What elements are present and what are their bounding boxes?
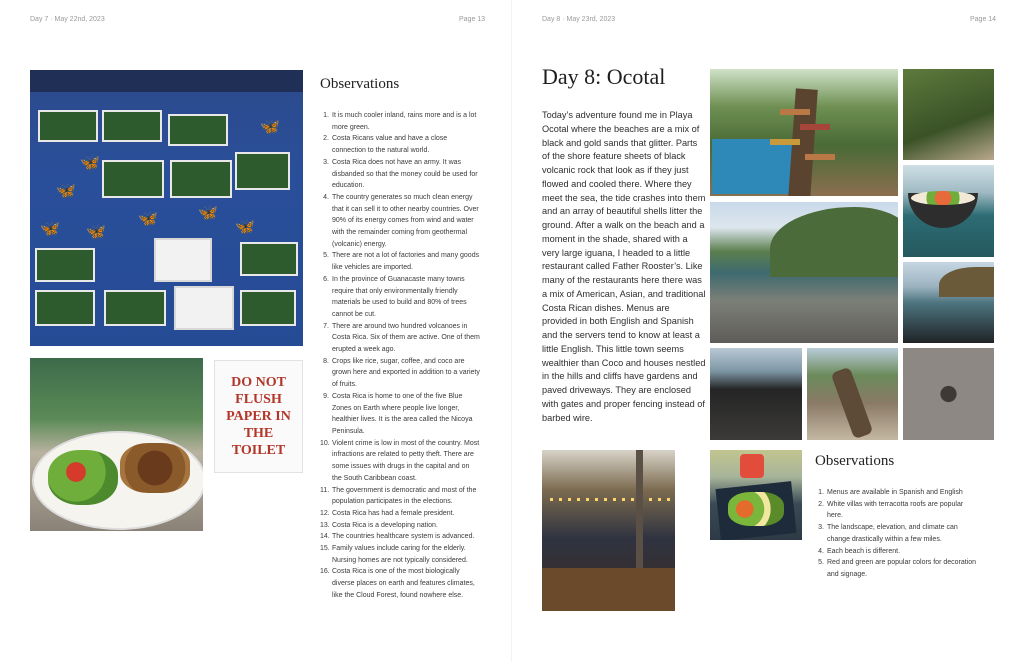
observation-text: There are around two hundred volcanoes in Costa Rica. Six of them are active. One of them erupted a week ago.: [332, 322, 480, 354]
food-bowl-photo: [903, 165, 994, 257]
butterfly-board-photo: 🦋 🦋 🦋 🦋 🦋 🦋 🦋 🦋: [30, 70, 303, 346]
observation-text: The government is democratic and most of the population participates in the elections.: [332, 486, 477, 506]
observation-text: Costa Rica has had a female president.: [332, 509, 455, 517]
left-header-page: Page 13: [459, 16, 486, 23]
story-paragraph: Today’s adventure found me in Playa Ocotal where the beaches are a mix of black and gold sands that glitter. Parts of the shore feature sheets of black volcanic rock that look as if they just flowed and cooled there. Where they meet the sea, the tide crashes into them and an array of beautiful shells litter the ground. After a walk on the beach and a moment in the shade, shared with a very large iguana, I headed to a little restaurant called Father Rooster’s. Like many of the restaurants here there was a mix of American, Asian, and traditional Costa Rican dishes. Menus are provided in both English and Spanish and the servers tend to know at least a little English. This little town seems wealthier than Coco and houses nestled in the hills and cliffs have gardens and paved driveways. They are enclosed with gates and proper fencing instead of barbed wire.: [542, 110, 706, 423]
observation-item: [815, 546, 980, 558]
observation-number: 4.: [323, 193, 329, 201]
sand-shell-photo: [903, 348, 994, 440]
observation-item: [320, 543, 480, 566]
observation-number: 13.: [320, 521, 330, 529]
observation-number: 6.: [323, 275, 329, 283]
observation-text: Menus are available in Spanish and English: [827, 489, 963, 496]
beach-hills-photo: [710, 202, 898, 343]
observation-text: Red and green are popular colors for decoration and signage.: [827, 559, 977, 578]
observation-item: [815, 499, 980, 522]
observation-item: [320, 508, 480, 520]
observation-text: The landscape, elevation, and climate can change drastically within a few miles.: [827, 524, 958, 543]
observation-text: Family values include caring for the elderly. Nursing homes are not typically considered.: [332, 545, 468, 564]
observation-number: 16.: [320, 568, 330, 576]
left-header-date: Day 7 · May 22nd, 2023: [30, 16, 105, 23]
volcanic-rocks-photo: [710, 348, 802, 440]
garden-patio-photo: [903, 69, 994, 160]
observation-number: 2.: [323, 135, 329, 143]
observation-item: [320, 531, 480, 543]
right-header-page: Page 14: [970, 16, 997, 23]
observation-number: 9.: [323, 392, 329, 400]
observation-item: [815, 557, 980, 580]
observation-number: 11.: [320, 486, 330, 494]
observation-number: 5.: [818, 559, 824, 567]
observation-item: [320, 192, 480, 251]
observation-text: There are not a lot of factories and many goods like vehicles are imported.: [332, 252, 480, 272]
observation-item: [320, 110, 480, 133]
restaurant-plate-photo: [30, 358, 203, 531]
observation-number: 7.: [323, 322, 329, 330]
day-title: Day 8: Ocotal: [542, 64, 666, 89]
observation-item: [320, 485, 480, 508]
observation-text: Crops like rice, sugar, coffee, and coco are grown here and exported in addition to a variety of fruits.: [332, 357, 480, 389]
observation-item: [320, 274, 480, 321]
observation-text: Costa Ricans value and have a close connection to the natural world.: [332, 135, 448, 155]
observation-item: [320, 391, 480, 438]
observation-item: [320, 356, 480, 391]
toilet-sign-photo: [214, 360, 303, 473]
observation-item: [815, 487, 980, 499]
observation-number: 5.: [323, 252, 329, 260]
observation-number: 10.: [320, 439, 330, 447]
right-header-date: Day 8 · May 23rd, 2023: [542, 16, 616, 23]
observation-number: 8.: [323, 357, 329, 365]
observation-text: Violent crime is low in most of the country. Most infractions are related to petty theft. There are some issues with drugs in the capital and on the South Caribbean coast.: [332, 439, 480, 482]
observation-number: 12.: [320, 509, 330, 517]
observations-list-right: [815, 487, 980, 581]
observations-title-left: Observations: [320, 76, 400, 92]
observation-number: 15.: [320, 545, 330, 553]
observation-item: [320, 438, 480, 485]
observation-item: [320, 566, 480, 601]
observation-number: 3.: [323, 158, 329, 166]
observation-item: [320, 321, 480, 356]
observation-text: Each beach is different.: [827, 547, 901, 555]
observation-text: Costa Rica is home to one of the five Blue Zones on Earth where people live longer, healthier lives. It is the area called the Nicoya Peninsula.: [332, 392, 473, 435]
observations-title-right: Observations: [815, 453, 895, 469]
observation-number: 3.: [818, 524, 824, 532]
sign-text: DO NOT FLUSH PAPER IN THE TOILET: [226, 375, 291, 458]
shoreline-photo: [903, 262, 994, 343]
observation-text: The countries healthcare system is advanced.: [332, 533, 475, 541]
restaurant-night-photo: [542, 450, 675, 611]
observation-text: In the province of Guanacaste many towns require that only environmentally friendly materials be used to build and 80% of trees cannot be cut.: [332, 275, 467, 318]
observation-number: 1.: [818, 489, 824, 496]
observation-item: [320, 133, 480, 156]
observation-item: [320, 157, 480, 192]
driftwood-photo: [807, 348, 898, 440]
observation-number: 2.: [818, 500, 824, 508]
observation-item: [320, 250, 480, 273]
observations-list-left: [320, 110, 480, 602]
observation-text: Costa Rica is one of the most biologically diverse places on earth and features climates, like the Cloud Forest, found nowhere else.: [332, 568, 475, 599]
observation-text: It is much cooler inland, rains more and is a lot more green.: [332, 112, 477, 131]
observation-number: 4.: [818, 547, 824, 555]
observation-item: [320, 520, 480, 532]
signpost-tree-photo: [710, 69, 898, 196]
observation-text: Costa Rica does not have an army. It was disbanded so that the money could be used for education.: [332, 158, 478, 190]
observation-text: The country generates so much clean energy that it can sell it to other nearby countries. Over 90% of its energy comes from wind and water with the remainder coming from geothermal (volcanic) energy.: [332, 193, 479, 248]
observation-number: 1.: [323, 112, 329, 119]
dish-photo: [710, 450, 802, 540]
observation-item: [815, 522, 980, 545]
observation-text: White villas with terracotta roofs are popular here.: [827, 500, 964, 520]
observation-number: 14.: [320, 533, 330, 541]
observation-text: Costa Rica is a developing nation.: [332, 521, 438, 529]
